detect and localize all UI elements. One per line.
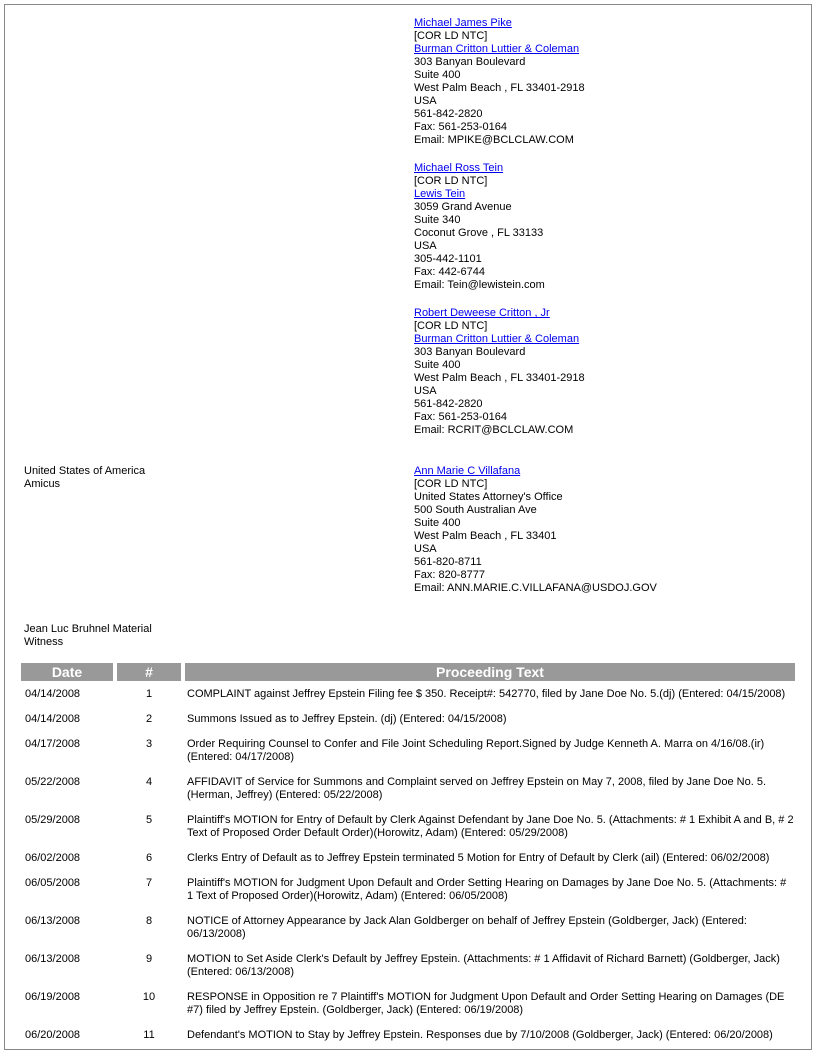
address-line: 500 South Australian Ave: [414, 504, 537, 516]
country: USA: [414, 95, 437, 107]
phone: 561-842-2820: [414, 108, 483, 120]
address-line: Suite 340: [414, 214, 461, 226]
header-number: #: [117, 663, 181, 681]
docket-number: 7: [145, 877, 153, 889]
address-line: 3059 Grand Avenue: [414, 201, 512, 213]
docket-text: Order Requiring Counsel to Confer and File Joint Scheduling Report.Signed by Judge Kenneth A. Marra on 4/16/08.(ir) (Entered: 04/17/2008): [187, 738, 765, 763]
country: USA: [414, 543, 437, 555]
docket-header-row: [21, 663, 795, 681]
country: USA: [414, 385, 437, 397]
witness-party: [24, 623, 152, 649]
docket-date: 06/19/2008: [25, 991, 81, 1003]
city-state-zip: West Palm Beach , FL 33401-2918: [414, 372, 585, 384]
attorney-designation: [COR LD NTC]: [414, 175, 488, 187]
fax: Fax: 820-8777: [414, 569, 485, 581]
email: Email: Tein@lewistein.com: [414, 279, 545, 291]
docket-row: [21, 946, 795, 984]
docket-row: [21, 845, 795, 870]
attorney-block-tein: [414, 162, 804, 292]
phone: 561-842-2820: [414, 398, 483, 410]
docket-text: AFFIDAVIT of Service for Summons and Complaint served on Jeffrey Epstein on May 7, 2008, filed by Jane Doe No. 5. (Herman, Jeffrey) (Entered: 05/22/2008): [187, 776, 767, 801]
docket-number: 9: [145, 953, 153, 965]
amicus-party: [24, 465, 145, 491]
fax: Fax: 561-253-0164: [414, 411, 507, 423]
docket-date: 06/20/2008: [25, 1029, 81, 1041]
address-line: Suite 400: [414, 517, 461, 529]
docket-row: [21, 908, 795, 946]
docket-date: 04/17/2008: [25, 738, 81, 750]
address-line: Suite 400: [414, 359, 461, 371]
party-role: Witness: [24, 636, 64, 648]
attorney-block-pike: [414, 17, 804, 147]
docket-row: [21, 681, 795, 706]
docket-number: 11: [143, 1029, 155, 1041]
header-proceeding-text: Proceeding Text: [185, 663, 795, 681]
email: Email: RCRIT@BCLCLAW.COM: [414, 424, 574, 436]
party-role: Amicus: [24, 478, 61, 490]
docket-row: [21, 870, 795, 908]
docket-date: 05/29/2008: [25, 814, 81, 826]
docket-row: [21, 731, 795, 769]
docket-row: [21, 807, 795, 845]
docket-number: 8: [145, 915, 153, 927]
docket-date: 05/22/2008: [25, 776, 81, 788]
docket-text: Clerks Entry of Default as to Jeffrey Epstein terminated 5 Motion for Entry of Default by Clerk (ail) (Entered: 06/02/2008): [187, 852, 770, 864]
attorney-name-link[interactable]: Michael James Pike: [414, 17, 512, 29]
attorney-designation: [COR LD NTC]: [414, 320, 488, 332]
docket-number: 5: [145, 814, 153, 826]
attorney-block-villafana: [414, 465, 804, 595]
email: Email: MPIKE@BCLCLAW.COM: [414, 134, 574, 146]
docket-date: 06/02/2008: [25, 852, 81, 864]
phone: 305-442-1101: [414, 253, 482, 265]
docket-row: [21, 984, 795, 1022]
docket-number: 6: [145, 852, 153, 864]
firm-link[interactable]: Burman Critton Luttier & Coleman: [414, 43, 580, 55]
docket-date: 04/14/2008: [25, 713, 81, 725]
address-line: 303 Banyan Boulevard: [414, 346, 526, 358]
docket-row: [21, 769, 795, 807]
office-name: United States Attorney's Office: [414, 491, 563, 503]
docket-text: Plaintiff's MOTION for Entry of Default by Clerk Against Defendant by Jane Doe No. 5. (Attachments: # 1 Exhibit A and B, # 2 Text of Proposed Order Default Order)(Horowitz, Adam) (Entered: 05/29/2008): [187, 814, 794, 839]
docket-number: 10: [142, 991, 156, 1003]
docket-row: [21, 1022, 795, 1047]
docket-number: 3: [145, 738, 153, 750]
docket-body: [21, 681, 795, 1047]
party-name: United States of America: [24, 465, 146, 477]
attorney-name-link[interactable]: Ann Marie C Villafana: [414, 465, 521, 477]
firm-link[interactable]: Burman Critton Luttier & Coleman: [414, 333, 580, 345]
fax: Fax: 442-6744: [414, 266, 485, 278]
docket-table: [17, 663, 799, 1047]
docket-number: 2: [145, 713, 153, 725]
docket-row: [21, 706, 795, 731]
attorney-designation: [COR LD NTC]: [414, 30, 488, 42]
docket-text: MOTION to Set Aside Clerk's Default by Jeffrey Epstein. (Attachments: # 1 Affidavit of Richard Barnett) (Goldberger, Jack) (Entered: 06/13/2008): [187, 953, 780, 978]
docket-text: Plaintiff's MOTION for Judgment Upon Default and Order Setting Hearing on Damages by Jane Doe No. 5. (Attachments: # 1 Text of Proposed Order)(Horowitz, Adam) (Entered: 06/05/2008): [187, 877, 787, 902]
firm-link[interactable]: Lewis Tein: [414, 188, 466, 200]
attorney-designation: [COR LD NTC]: [414, 478, 488, 490]
city-state-zip: West Palm Beach , FL 33401: [414, 530, 557, 542]
email: Email: ANN.MARIE.C.VILLAFANA@USDOJ.GOV: [414, 582, 657, 594]
fax: Fax: 561-253-0164: [414, 121, 507, 133]
docket-text: Defendant's MOTION to Stay by Jeffrey Epstein. Responses due by 7/10/2008 (Goldberger, Jack) (Entered: 06/20/2008): [187, 1029, 773, 1041]
docket-text: Summons Issued as to Jeffrey Epstein. (dj) (Entered: 04/15/2008): [187, 713, 507, 725]
city-state-zip: West Palm Beach , FL 33401-2918: [414, 82, 585, 94]
docket-date: 06/13/2008: [25, 953, 81, 965]
city-state-zip: Coconut Grove , FL 33133: [414, 227, 544, 239]
docket-number: 4: [145, 776, 153, 788]
party-name: Jean Luc Bruhnel Material: [24, 623, 152, 635]
address-line: Suite 400: [414, 69, 461, 81]
attorney-name-link[interactable]: Robert Deweese Critton , Jr: [414, 307, 550, 319]
docket-text: NOTICE of Attorney Appearance by Jack Alan Goldberger on behalf of Jeffrey Epstein (Goldberger, Jack) (Entered: 06/13/2008): [187, 915, 747, 940]
docket-text: RESPONSE in Opposition re 7 Plaintiff's MOTION for Judgment Upon Default and Order Setting Hearing on Damages (DE #7) filed by Jeffrey Epstein. (Goldberger, Jack) (Entered: 06/19/2008): [187, 991, 785, 1016]
attorney-block-critton: [414, 307, 804, 437]
address-line: 303 Banyan Boulevard: [414, 56, 526, 68]
phone: 561-820-8711: [414, 556, 482, 568]
docket-date: 06/13/2008: [25, 915, 81, 927]
docket-text: COMPLAINT against Jeffrey Epstein Filing fee $ 350. Receipt#: 542770, filed by Jane Doe No. 5.(dj) (Entered: 04/15/2008): [187, 688, 786, 700]
docket-date: 06/05/2008: [25, 877, 81, 889]
docket-date: 04/14/2008: [25, 688, 81, 700]
attorney-name-link[interactable]: Michael Ross Tein: [414, 162, 504, 174]
header-date: Date: [21, 663, 113, 681]
docket-number: 1: [145, 688, 153, 700]
country: USA: [414, 240, 437, 252]
